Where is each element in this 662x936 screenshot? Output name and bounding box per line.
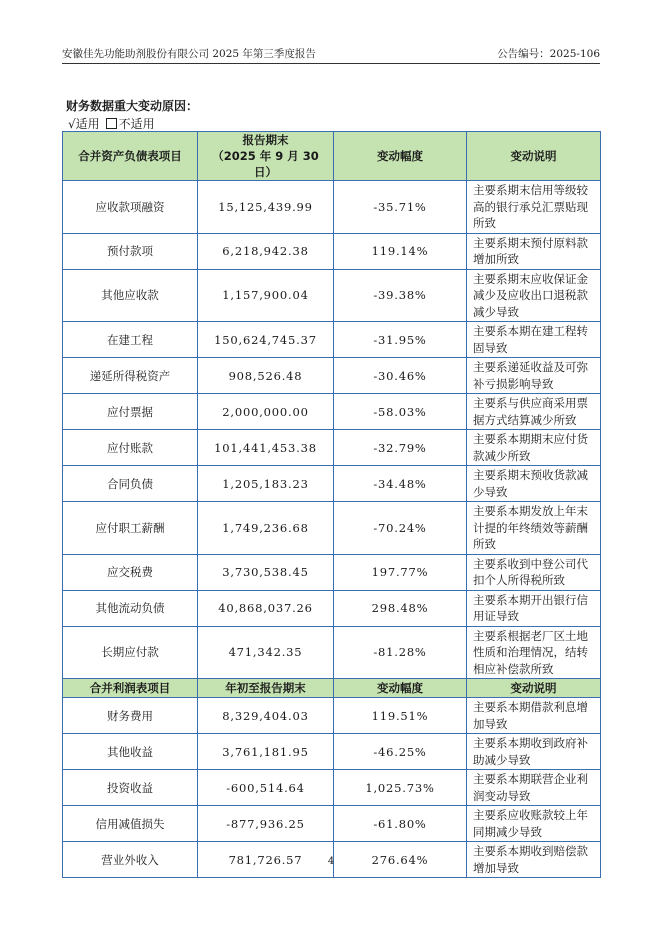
unchecked-box-icon bbox=[106, 118, 117, 129]
table-row bbox=[63, 590, 601, 626]
row-change: -32.79% bbox=[334, 430, 467, 466]
row-note: 主要系本期在建工程转固导致 bbox=[467, 322, 601, 358]
table-row bbox=[63, 502, 601, 555]
row-change: -30.46% bbox=[334, 358, 467, 394]
row-value: -600,514.64 bbox=[198, 770, 334, 806]
row-value: 1,749,236.68 bbox=[198, 502, 334, 555]
row-change: 1,025.73% bbox=[334, 770, 467, 806]
row-change: -81.28% bbox=[334, 626, 467, 679]
row-note: 主要系应收账款较上年同期减少导致 bbox=[467, 806, 601, 842]
row-item: 营业外收入 bbox=[63, 842, 198, 878]
row-item: 应付职工薪酬 bbox=[63, 502, 198, 555]
row-value: 15,125,439.99 bbox=[198, 181, 334, 234]
row-item: 在建工程 bbox=[63, 322, 198, 358]
row-item: 其他收益 bbox=[63, 734, 198, 770]
table-row bbox=[63, 358, 601, 394]
header-company-report: 安徽佳先功能助剂股份有限公司 2025 年第三季度报告 bbox=[62, 47, 316, 60]
row-value: 2,000,000.00 bbox=[198, 394, 334, 430]
page-header bbox=[62, 44, 600, 64]
row-change: 119.51% bbox=[334, 698, 467, 734]
applicable-options bbox=[68, 115, 155, 132]
table-row bbox=[63, 233, 601, 269]
row-item: 其他应收款 bbox=[63, 269, 198, 322]
row-change: 298.48% bbox=[334, 590, 467, 626]
row-value: 1,157,900.04 bbox=[198, 269, 334, 322]
row-value: 101,441,453.38 bbox=[198, 430, 334, 466]
balance-header-period bbox=[198, 132, 334, 181]
row-item: 应付票据 bbox=[63, 394, 198, 430]
table-row bbox=[63, 698, 601, 734]
balance-header-change: 变动幅度 bbox=[334, 132, 467, 181]
row-note: 主要系本期联营企业利润变动导致 bbox=[467, 770, 601, 806]
row-note: 主要系本期期末应付货款减少所致 bbox=[467, 430, 601, 466]
row-note: 主要系根据老厂区土地性质和治理情况，结转相应补偿款所致 bbox=[467, 626, 601, 679]
row-change: 276.64% bbox=[334, 842, 467, 878]
row-item: 信用减值损失 bbox=[63, 806, 198, 842]
row-value: 8,329,404.03 bbox=[198, 698, 334, 734]
balance-header-period-line2: （2025 年 9 月 30 日） bbox=[212, 149, 319, 179]
income-header-row bbox=[63, 679, 601, 698]
applicable-yes-option: √适用 bbox=[68, 117, 100, 131]
table-row bbox=[63, 466, 601, 502]
table-row bbox=[63, 269, 601, 322]
balance-header-row bbox=[63, 132, 601, 181]
table-row bbox=[63, 322, 601, 358]
row-value: 6,218,942.38 bbox=[198, 233, 334, 269]
income-header-item: 合并利润表项目 bbox=[63, 679, 198, 698]
row-item: 递延所得税资产 bbox=[63, 358, 198, 394]
row-item: 应交税费 bbox=[63, 554, 198, 590]
row-item: 投资收益 bbox=[63, 770, 198, 806]
row-change: -35.71% bbox=[334, 181, 467, 234]
header-announcement-number: 公告编号：2025-106 bbox=[497, 47, 600, 60]
financial-changes-table bbox=[62, 131, 601, 878]
row-item: 应收款项融资 bbox=[63, 181, 198, 234]
row-value: 908,526.48 bbox=[198, 358, 334, 394]
row-change: -46.25% bbox=[334, 734, 467, 770]
row-note: 主要系本期发放上年末计提的年终绩效等薪酬所致 bbox=[467, 502, 601, 555]
balance-header-item: 合并资产负债表项目 bbox=[63, 132, 198, 181]
table-row bbox=[63, 394, 601, 430]
row-note: 主要系期末应收保证金减少及应收出口退税款减少导致 bbox=[467, 269, 601, 322]
table-row bbox=[63, 181, 601, 234]
row-note: 主要系本期开出银行信用证导致 bbox=[467, 590, 601, 626]
row-item: 财务费用 bbox=[63, 698, 198, 734]
balance-header-period-line1: 报告期末 bbox=[242, 133, 289, 147]
row-value: 471,342.35 bbox=[198, 626, 334, 679]
row-item: 其他流动负债 bbox=[63, 590, 198, 626]
row-note: 主要系本期借款利息增加导致 bbox=[467, 698, 601, 734]
row-change: -61.80% bbox=[334, 806, 467, 842]
row-note: 主要系本期收到赔偿款增加导致 bbox=[467, 842, 601, 878]
row-note: 主要系递延收益及可弥补亏损影响导致 bbox=[467, 358, 601, 394]
row-value: 3,761,181.95 bbox=[198, 734, 334, 770]
row-item: 长期应付款 bbox=[63, 626, 198, 679]
table-row bbox=[63, 430, 601, 466]
income-header-change: 变动幅度 bbox=[334, 679, 467, 698]
row-note: 主要系本期收到政府补助减少导致 bbox=[467, 734, 601, 770]
row-note: 主要系与供应商采用票据方式结算减少所致 bbox=[467, 394, 601, 430]
income-header-note: 变动说明 bbox=[467, 679, 601, 698]
row-item: 合同负债 bbox=[63, 466, 198, 502]
table-row bbox=[63, 734, 601, 770]
row-item: 预付款项 bbox=[63, 233, 198, 269]
row-value: 3,730,538.45 bbox=[198, 554, 334, 590]
applicable-no-option: 不适用 bbox=[118, 117, 155, 131]
row-value: 40,868,037.26 bbox=[198, 590, 334, 626]
row-change: -31.95% bbox=[334, 322, 467, 358]
row-change: 197.77% bbox=[334, 554, 467, 590]
row-value: 781,726.57 bbox=[198, 842, 334, 878]
row-change: -58.03% bbox=[334, 394, 467, 430]
row-change: -34.48% bbox=[334, 466, 467, 502]
row-item: 应付账款 bbox=[63, 430, 198, 466]
row-note: 主要系期末预收货款减少导致 bbox=[467, 466, 601, 502]
table-row bbox=[63, 770, 601, 806]
row-change: -70.24% bbox=[334, 502, 467, 555]
row-note: 主要系期末预付原料款增加所致 bbox=[467, 233, 601, 269]
income-header-period: 年初至报告期末 bbox=[198, 679, 334, 698]
page-number: 4 bbox=[327, 856, 335, 867]
section-title: 财务数据重大变动原因： bbox=[66, 99, 199, 113]
table-row bbox=[63, 554, 601, 590]
row-change: 119.14% bbox=[334, 233, 467, 269]
row-value: 1,205,183.23 bbox=[198, 466, 334, 502]
row-note: 主要系收到中登公司代扣个人所得税所致 bbox=[467, 554, 601, 590]
row-value: -877,936.25 bbox=[198, 806, 334, 842]
balance-header-note: 变动说明 bbox=[467, 132, 601, 181]
row-note: 主要系期末信用等级较高的银行承兑汇票贴现所致 bbox=[467, 181, 601, 234]
table-row bbox=[63, 806, 601, 842]
table-row bbox=[63, 626, 601, 679]
row-value: 150,624,745.37 bbox=[198, 322, 334, 358]
row-change: -39.38% bbox=[334, 269, 467, 322]
